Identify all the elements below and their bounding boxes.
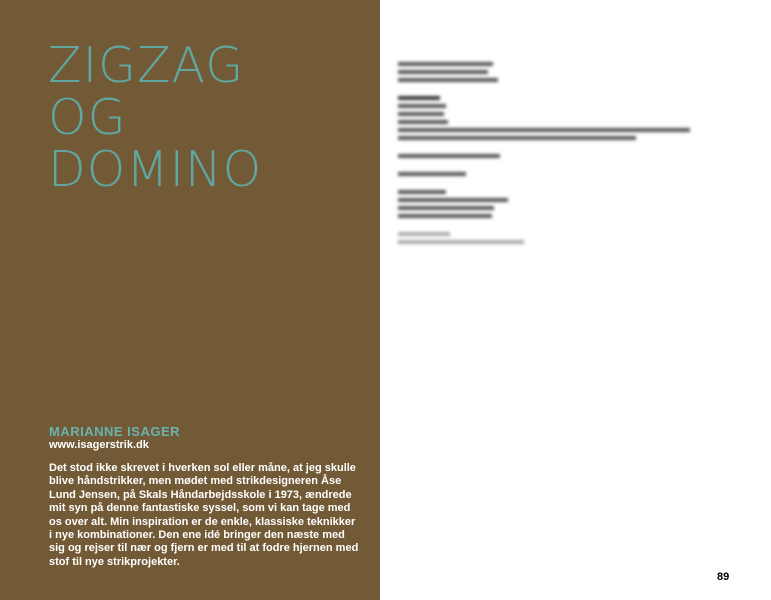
blurred-block-1 (398, 62, 698, 82)
author-website: www.isagerstrik.dk (49, 439, 149, 451)
page-number: 89 (717, 571, 730, 583)
blurred-block-6 (398, 232, 698, 244)
blurred-block-5 (398, 190, 698, 218)
page-title (48, 37, 263, 198)
blurred-pattern-text (398, 40, 698, 258)
blurred-block-4 (398, 172, 698, 176)
left-panel (0, 0, 380, 600)
author-bio: Det stod ikke skrevet i hverken sol eller måne, at jeg skulle blive håndstrikker, men mødet med strikdesigneren Åse Lund Jensen, på Skals Håndarbejdsskole i 1973, ændrede mit syn på denne fantastiske syssel, som vi kan tage med os over alt. Min inspiration er de enkle, klassiske teknikker i nye kombinationer. Den ene idé bringer den næste med sig og rejser til nær og fjern er med til at fodre hjernen med stof til nye strikprojekter. (49, 462, 359, 568)
title-line-3: DOMINO (48, 141, 263, 198)
blurred-block-2 (398, 96, 698, 140)
title-line-2: OG (48, 89, 127, 146)
author-name: MARIANNE ISAGER (49, 424, 181, 439)
title-line-1: ZIGZAG (48, 37, 245, 94)
blurred-block-3 (398, 154, 698, 158)
blurred-heading: ​ (398, 41, 426, 47)
